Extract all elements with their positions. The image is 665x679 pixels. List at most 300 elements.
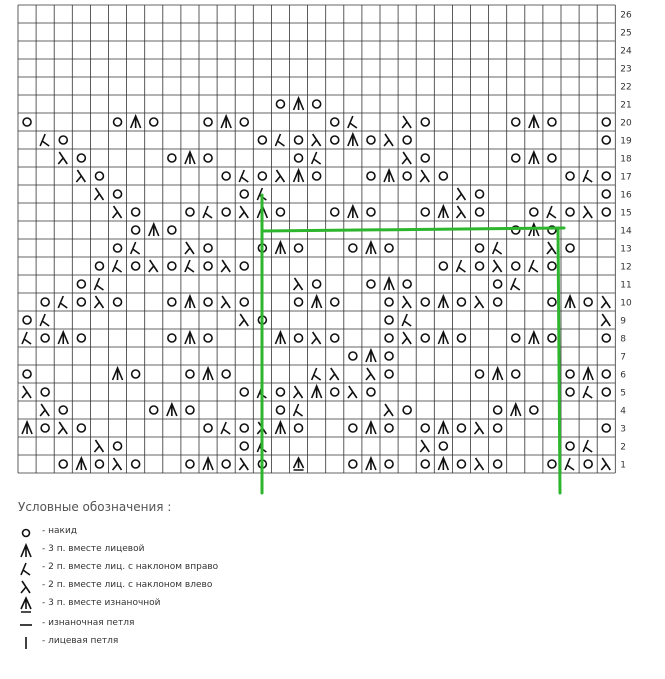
yarn-over-mark <box>41 334 49 342</box>
k2tog-right-mark <box>239 170 248 182</box>
yarn-over-mark <box>566 208 574 216</box>
yarn-over-mark <box>421 118 429 126</box>
k2tog-left-mark <box>94 296 103 308</box>
yarn-over-mark <box>457 334 465 342</box>
legend-item-k2tog-left <box>18 578 338 596</box>
row-number: 12 <box>620 262 632 273</box>
yarn-over-mark <box>566 388 574 396</box>
row-number: 5 <box>620 388 627 399</box>
yarn-over-mark <box>168 298 176 306</box>
k3tog-mark <box>348 134 358 146</box>
yarn-over-mark <box>367 172 375 180</box>
row-number: 3 <box>620 424 627 435</box>
k2tog-right-mark <box>312 368 321 380</box>
yarn-over-mark <box>439 442 447 450</box>
k3tog-mark <box>22 422 32 434</box>
k2tog-left-mark <box>58 152 67 164</box>
k2tog-left-mark <box>420 170 429 182</box>
k2tog-left-mark <box>239 314 248 326</box>
yarn-over-mark <box>367 136 375 144</box>
k2tog-right-mark <box>348 116 357 128</box>
k3tog-mark <box>493 368 503 380</box>
yarn-over-mark <box>186 208 194 216</box>
yarn-over-mark <box>602 190 610 198</box>
k3tog-mark <box>438 422 448 434</box>
yarn-over-mark <box>114 442 122 450</box>
k3tog-mark <box>312 296 322 308</box>
k2tog-left-mark <box>94 188 103 200</box>
yarn-over-mark <box>168 154 176 162</box>
k2tog-left-mark <box>493 260 502 272</box>
row-number: 6 <box>620 370 627 381</box>
yarn-over-mark <box>77 154 85 162</box>
k3tog-mark <box>185 152 195 164</box>
k2tog-right-mark <box>40 314 49 326</box>
k2tog-left-mark <box>294 386 303 398</box>
yarn-over-mark <box>476 190 484 198</box>
k2tog-left-mark <box>402 332 411 344</box>
row-number: 20 <box>620 118 632 129</box>
yarn-over-mark <box>602 388 610 396</box>
k2tog-right-mark <box>275 134 284 146</box>
yarn-over-mark <box>439 262 447 270</box>
yarn-over-mark <box>204 424 212 432</box>
k2tog-left-mark <box>221 296 230 308</box>
legend-item-p3tog <box>18 596 338 614</box>
row-number: 7 <box>620 352 627 363</box>
k3tog-mark <box>221 116 231 128</box>
yarn-over-mark <box>494 460 502 468</box>
row-number: 10 <box>620 298 632 309</box>
yarn-over-mark <box>566 172 574 180</box>
yarn-over-mark <box>331 118 339 126</box>
yarn-over-mark <box>222 208 230 216</box>
yarn-over-mark <box>240 424 248 432</box>
yarn-over-mark <box>204 118 212 126</box>
row-number: 24 <box>620 46 632 57</box>
k2tog-left-mark <box>475 458 484 470</box>
yarn-over-mark <box>313 280 321 288</box>
k2tog-right-mark <box>583 440 592 452</box>
yarn-over-mark <box>566 442 574 450</box>
k2tog-left-mark <box>475 422 484 434</box>
k3tog-mark <box>149 224 159 236</box>
row-number: 1 <box>620 460 627 471</box>
yarn-over-mark <box>132 208 140 216</box>
yarn-over-mark <box>59 136 67 144</box>
k3tog-mark <box>529 152 539 164</box>
k2tog-left-mark <box>366 368 375 380</box>
k2tog-left-mark <box>583 206 592 218</box>
k3tog-mark <box>167 404 177 416</box>
legend-text: - 2 п. вместе лиц. с наклоном вправо <box>42 562 219 572</box>
k3tog-icon <box>18 542 38 560</box>
row-number: 19 <box>620 136 632 147</box>
yarn-over-mark <box>512 370 520 378</box>
k2tog-left-mark <box>330 368 339 380</box>
yarn-over-mark <box>240 388 248 396</box>
yarn-over-icon <box>18 524 38 542</box>
k2tog-left-mark <box>22 386 31 398</box>
yarn-over-mark <box>313 172 321 180</box>
k2tog-left-mark <box>601 458 610 470</box>
yarn-over-mark <box>331 208 339 216</box>
yarn-over-mark <box>403 172 411 180</box>
yarn-over-mark <box>548 262 556 270</box>
yarn-over-mark <box>168 334 176 342</box>
legend-text: - 3 п. вместе лицевой <box>42 544 145 554</box>
yarn-over-mark <box>150 406 158 414</box>
row-number: 23 <box>620 64 632 75</box>
yarn-over-mark <box>132 262 140 270</box>
k2tog-left-mark <box>76 170 85 182</box>
k2tog-left-mark <box>601 296 610 308</box>
yarn-over-mark <box>403 136 411 144</box>
yarn-over-mark <box>602 136 610 144</box>
row-number: 22 <box>620 82 632 93</box>
legend-item-k2tog-right <box>18 560 338 578</box>
yarn-over-mark <box>240 190 248 198</box>
yarn-over-mark <box>331 388 339 396</box>
yarn-over-mark <box>204 154 212 162</box>
yarn-over-mark <box>548 334 556 342</box>
yarn-over-mark <box>240 118 248 126</box>
k2tog-left-mark <box>601 314 610 326</box>
k2tog-right-mark <box>58 296 67 308</box>
yarn-over-mark <box>41 298 49 306</box>
k2tog-left-mark <box>221 260 230 272</box>
legend-item-knit <box>18 634 338 652</box>
row-number: 26 <box>620 10 632 21</box>
k3tog-mark <box>384 170 394 182</box>
row-number: 2 <box>620 442 627 453</box>
k3tog-mark <box>438 206 448 218</box>
k3tog-mark <box>312 386 322 398</box>
k2tog-right-icon <box>18 560 38 578</box>
yarn-over-mark <box>385 244 393 252</box>
row-number: 17 <box>620 172 632 183</box>
yarn-over-mark <box>367 388 375 396</box>
yarn-over-mark <box>421 460 429 468</box>
yarn-over-mark <box>95 460 103 468</box>
k2tog-right-mark <box>40 134 49 146</box>
k3tog-mark <box>511 404 521 416</box>
k2tog-right-mark <box>565 458 574 470</box>
yarn-over-mark <box>59 460 67 468</box>
k2tog-right-mark <box>113 260 122 272</box>
yarn-over-mark <box>132 460 140 468</box>
yarn-over-mark <box>276 208 284 216</box>
yarn-over-mark <box>114 190 122 198</box>
k2tog-left-mark <box>312 134 321 146</box>
yarn-over-mark <box>276 100 284 108</box>
yarn-over-mark <box>566 370 574 378</box>
yarn-over-mark <box>222 370 230 378</box>
yarn-over-mark <box>295 136 303 144</box>
k2tog-right-mark <box>94 278 103 290</box>
yarn-over-mark <box>602 118 610 126</box>
k2tog-left-mark <box>420 440 429 452</box>
yarn-over-mark <box>114 298 122 306</box>
yarn-over-mark <box>77 298 85 306</box>
k3tog-mark <box>438 296 448 308</box>
yarn-over-mark <box>276 406 284 414</box>
yarn-over-mark <box>421 334 429 342</box>
yarn-over-mark <box>349 424 357 432</box>
yarn-over-mark <box>476 208 484 216</box>
k3tog-mark <box>366 350 376 362</box>
yarn-over-mark <box>385 424 393 432</box>
k2tog-left-icon <box>18 578 38 596</box>
yarn-over-mark <box>602 172 610 180</box>
yarn-over-mark <box>530 406 538 414</box>
yarn-over-mark <box>494 424 502 432</box>
yarn-over-mark <box>240 262 248 270</box>
k2tog-left-mark <box>149 260 158 272</box>
knit-icon <box>18 634 38 652</box>
yarn-over-mark <box>548 460 556 468</box>
k2tog-left-mark <box>113 206 122 218</box>
yarn-over-mark <box>403 406 411 414</box>
k2tog-left-mark <box>384 404 393 416</box>
row-number: 13 <box>620 244 632 255</box>
yarn-over-mark <box>385 370 393 378</box>
k2tog-left-mark <box>275 170 284 182</box>
yarn-over-mark <box>512 154 520 162</box>
yarn-over-mark <box>602 370 610 378</box>
yarn-over-mark <box>222 460 230 468</box>
purl-icon <box>18 616 38 634</box>
k3tog-mark <box>203 368 213 380</box>
k2tog-left-mark <box>40 404 49 416</box>
yarn-over-mark <box>548 118 556 126</box>
yarn-over-mark <box>313 100 321 108</box>
k2tog-left-mark <box>312 332 321 344</box>
row-number: 4 <box>620 406 627 417</box>
yarn-over-mark <box>584 298 592 306</box>
yarn-over-mark <box>114 244 122 252</box>
yarn-over-mark <box>439 172 447 180</box>
yarn-over-mark <box>421 208 429 216</box>
row-number: 21 <box>620 100 632 111</box>
k3tog-mark <box>275 242 285 254</box>
yarn-over-mark <box>186 370 194 378</box>
yarn-over-mark <box>367 280 375 288</box>
k3tog-mark <box>185 332 195 344</box>
yarn-over-mark <box>331 298 339 306</box>
k2tog-left-mark <box>239 206 248 218</box>
k2tog-left-mark <box>384 134 393 146</box>
k2tog-right-mark <box>456 260 465 272</box>
yarn-over-mark <box>385 352 393 360</box>
k2tog-right-mark <box>583 386 592 398</box>
row-number: 11 <box>620 280 632 291</box>
yarn-over-mark <box>23 316 31 324</box>
row-number: 18 <box>620 154 632 165</box>
yarn-over-mark <box>331 136 339 144</box>
k3tog-mark <box>185 296 195 308</box>
yarn-over-mark <box>77 280 85 288</box>
yarn-over-mark <box>457 424 465 432</box>
yarn-over-mark <box>385 316 393 324</box>
k2tog-left-mark <box>547 242 556 254</box>
yarn-over-mark <box>476 244 484 252</box>
yarn-over-mark <box>222 172 230 180</box>
legend-item-k3tog <box>18 542 338 560</box>
yarn-over-mark <box>59 406 67 414</box>
row-number: 14 <box>620 226 632 237</box>
k2tog-right-mark <box>203 206 212 218</box>
legend-text: - 2 п. вместе лиц. с наклоном влево <box>42 580 213 590</box>
yarn-over-mark <box>349 460 357 468</box>
p3tog-icon <box>18 596 38 614</box>
yarn-over-mark <box>421 154 429 162</box>
k2tog-left-mark <box>294 278 303 290</box>
k2tog-right-mark <box>131 242 140 254</box>
k2tog-left-mark <box>402 296 411 308</box>
yarn-over-mark <box>349 244 357 252</box>
k2tog-left-mark <box>402 152 411 164</box>
yarn-over-mark <box>132 226 140 234</box>
row-number: 16 <box>620 190 632 201</box>
yarn-over-mark <box>457 460 465 468</box>
k2tog-left-mark <box>402 116 411 128</box>
k3tog-mark <box>366 458 376 470</box>
yarn-over-mark <box>168 262 176 270</box>
k2tog-right-mark <box>185 260 194 272</box>
yarn-over-mark <box>566 244 574 252</box>
row-number: 15 <box>620 208 632 219</box>
yarn-over-mark <box>421 298 429 306</box>
k3tog-mark <box>58 332 68 344</box>
k3tog-mark <box>131 116 141 128</box>
yarn-over-mark <box>331 334 339 342</box>
yarn-over-mark <box>41 424 49 432</box>
legend-text: - лицевая петля <box>42 636 119 646</box>
yarn-over-mark <box>240 442 248 450</box>
yarn-over-mark <box>95 172 103 180</box>
yarn-over-mark <box>530 208 538 216</box>
k2tog-left-mark <box>348 386 357 398</box>
k3tog-mark <box>294 98 304 110</box>
legend-item-purl <box>18 616 338 634</box>
legend-item-yarn-over <box>18 524 338 542</box>
k2tog-right-mark <box>294 404 303 416</box>
yarn-over-mark <box>385 298 393 306</box>
k2tog-left-mark <box>456 188 465 200</box>
yarn-over-mark <box>385 334 393 342</box>
yarn-over-mark <box>204 334 212 342</box>
k2tog-right-mark <box>312 152 321 164</box>
repeat-boundary-line <box>558 228 560 493</box>
k3tog-mark <box>565 296 575 308</box>
k3tog-mark <box>294 170 304 182</box>
yarn-over-mark <box>295 424 303 432</box>
yarn-over-mark <box>512 262 520 270</box>
yarn-over-mark <box>41 388 49 396</box>
yarn-over-mark <box>258 136 266 144</box>
yarn-over-mark <box>132 370 140 378</box>
yarn-over-mark <box>512 118 520 126</box>
yarn-over-mark <box>295 154 303 162</box>
row-number: 25 <box>620 28 632 39</box>
row-number: 9 <box>620 316 627 327</box>
yarn-over-mark <box>95 262 103 270</box>
k2tog-left-mark <box>239 458 248 470</box>
p3tog-mark <box>294 458 304 470</box>
yarn-over-mark <box>385 460 393 468</box>
k2tog-right-mark <box>547 206 556 218</box>
yarn-over-mark <box>204 244 212 252</box>
legend-text: - изнаночная петля <box>42 618 135 628</box>
k3tog-mark <box>348 206 358 218</box>
legend-text: - накид <box>42 526 78 536</box>
k3tog-mark <box>76 458 86 470</box>
yarn-over-mark <box>23 370 31 378</box>
k2tog-right-mark <box>511 278 520 290</box>
k2tog-left-mark <box>456 206 465 218</box>
yarn-over-mark <box>150 118 158 126</box>
k2tog-right-mark <box>493 242 502 254</box>
yarn-over-mark <box>494 406 502 414</box>
yarn-over-mark <box>186 406 194 414</box>
yarn-over-mark <box>23 118 31 126</box>
k2tog-right-mark <box>583 170 592 182</box>
chart-grid <box>18 5 615 473</box>
yarn-over-mark <box>349 352 357 360</box>
yarn-over-mark <box>512 334 520 342</box>
yarn-over-mark <box>168 226 176 234</box>
k3tog-mark <box>366 242 376 254</box>
k2tog-right-mark <box>221 422 230 434</box>
yarn-over-mark <box>276 388 284 396</box>
k3tog-mark <box>275 332 285 344</box>
k3tog-mark <box>583 368 593 380</box>
k3tog-mark <box>113 368 123 380</box>
yarn-over-mark <box>548 298 556 306</box>
yarn-over-mark <box>584 460 592 468</box>
yarn-over-mark <box>494 298 502 306</box>
k3tog-mark <box>366 422 376 434</box>
k3tog-mark <box>384 278 394 290</box>
yarn-over-mark <box>204 298 212 306</box>
yarn-over-mark <box>476 262 484 270</box>
yarn-over-mark <box>476 370 484 378</box>
k2tog-left-mark <box>58 422 67 434</box>
yarn-over-mark <box>77 334 85 342</box>
k3tog-mark <box>438 458 448 470</box>
k2tog-right-mark <box>402 314 411 326</box>
legend-title: Условные обозначения : <box>18 500 172 514</box>
k3tog-mark <box>275 422 285 434</box>
k2tog-left-mark <box>475 296 484 308</box>
k3tog-mark <box>203 458 213 470</box>
legend-text: - 3 п. вместе изнаночной <box>42 598 161 608</box>
k2tog-left-mark <box>185 242 194 254</box>
row-number: 8 <box>620 334 627 345</box>
yarn-over-mark <box>204 262 212 270</box>
yarn-over-mark <box>457 298 465 306</box>
yarn-over-mark <box>602 424 610 432</box>
yarn-over-mark <box>494 280 502 288</box>
k2tog-left-mark <box>94 440 103 452</box>
yarn-over-mark <box>367 208 375 216</box>
yarn-over-mark <box>186 460 194 468</box>
k2tog-left-mark <box>113 458 122 470</box>
k2tog-right-mark <box>22 332 31 344</box>
yarn-over-mark <box>602 208 610 216</box>
yarn-over-mark <box>421 424 429 432</box>
